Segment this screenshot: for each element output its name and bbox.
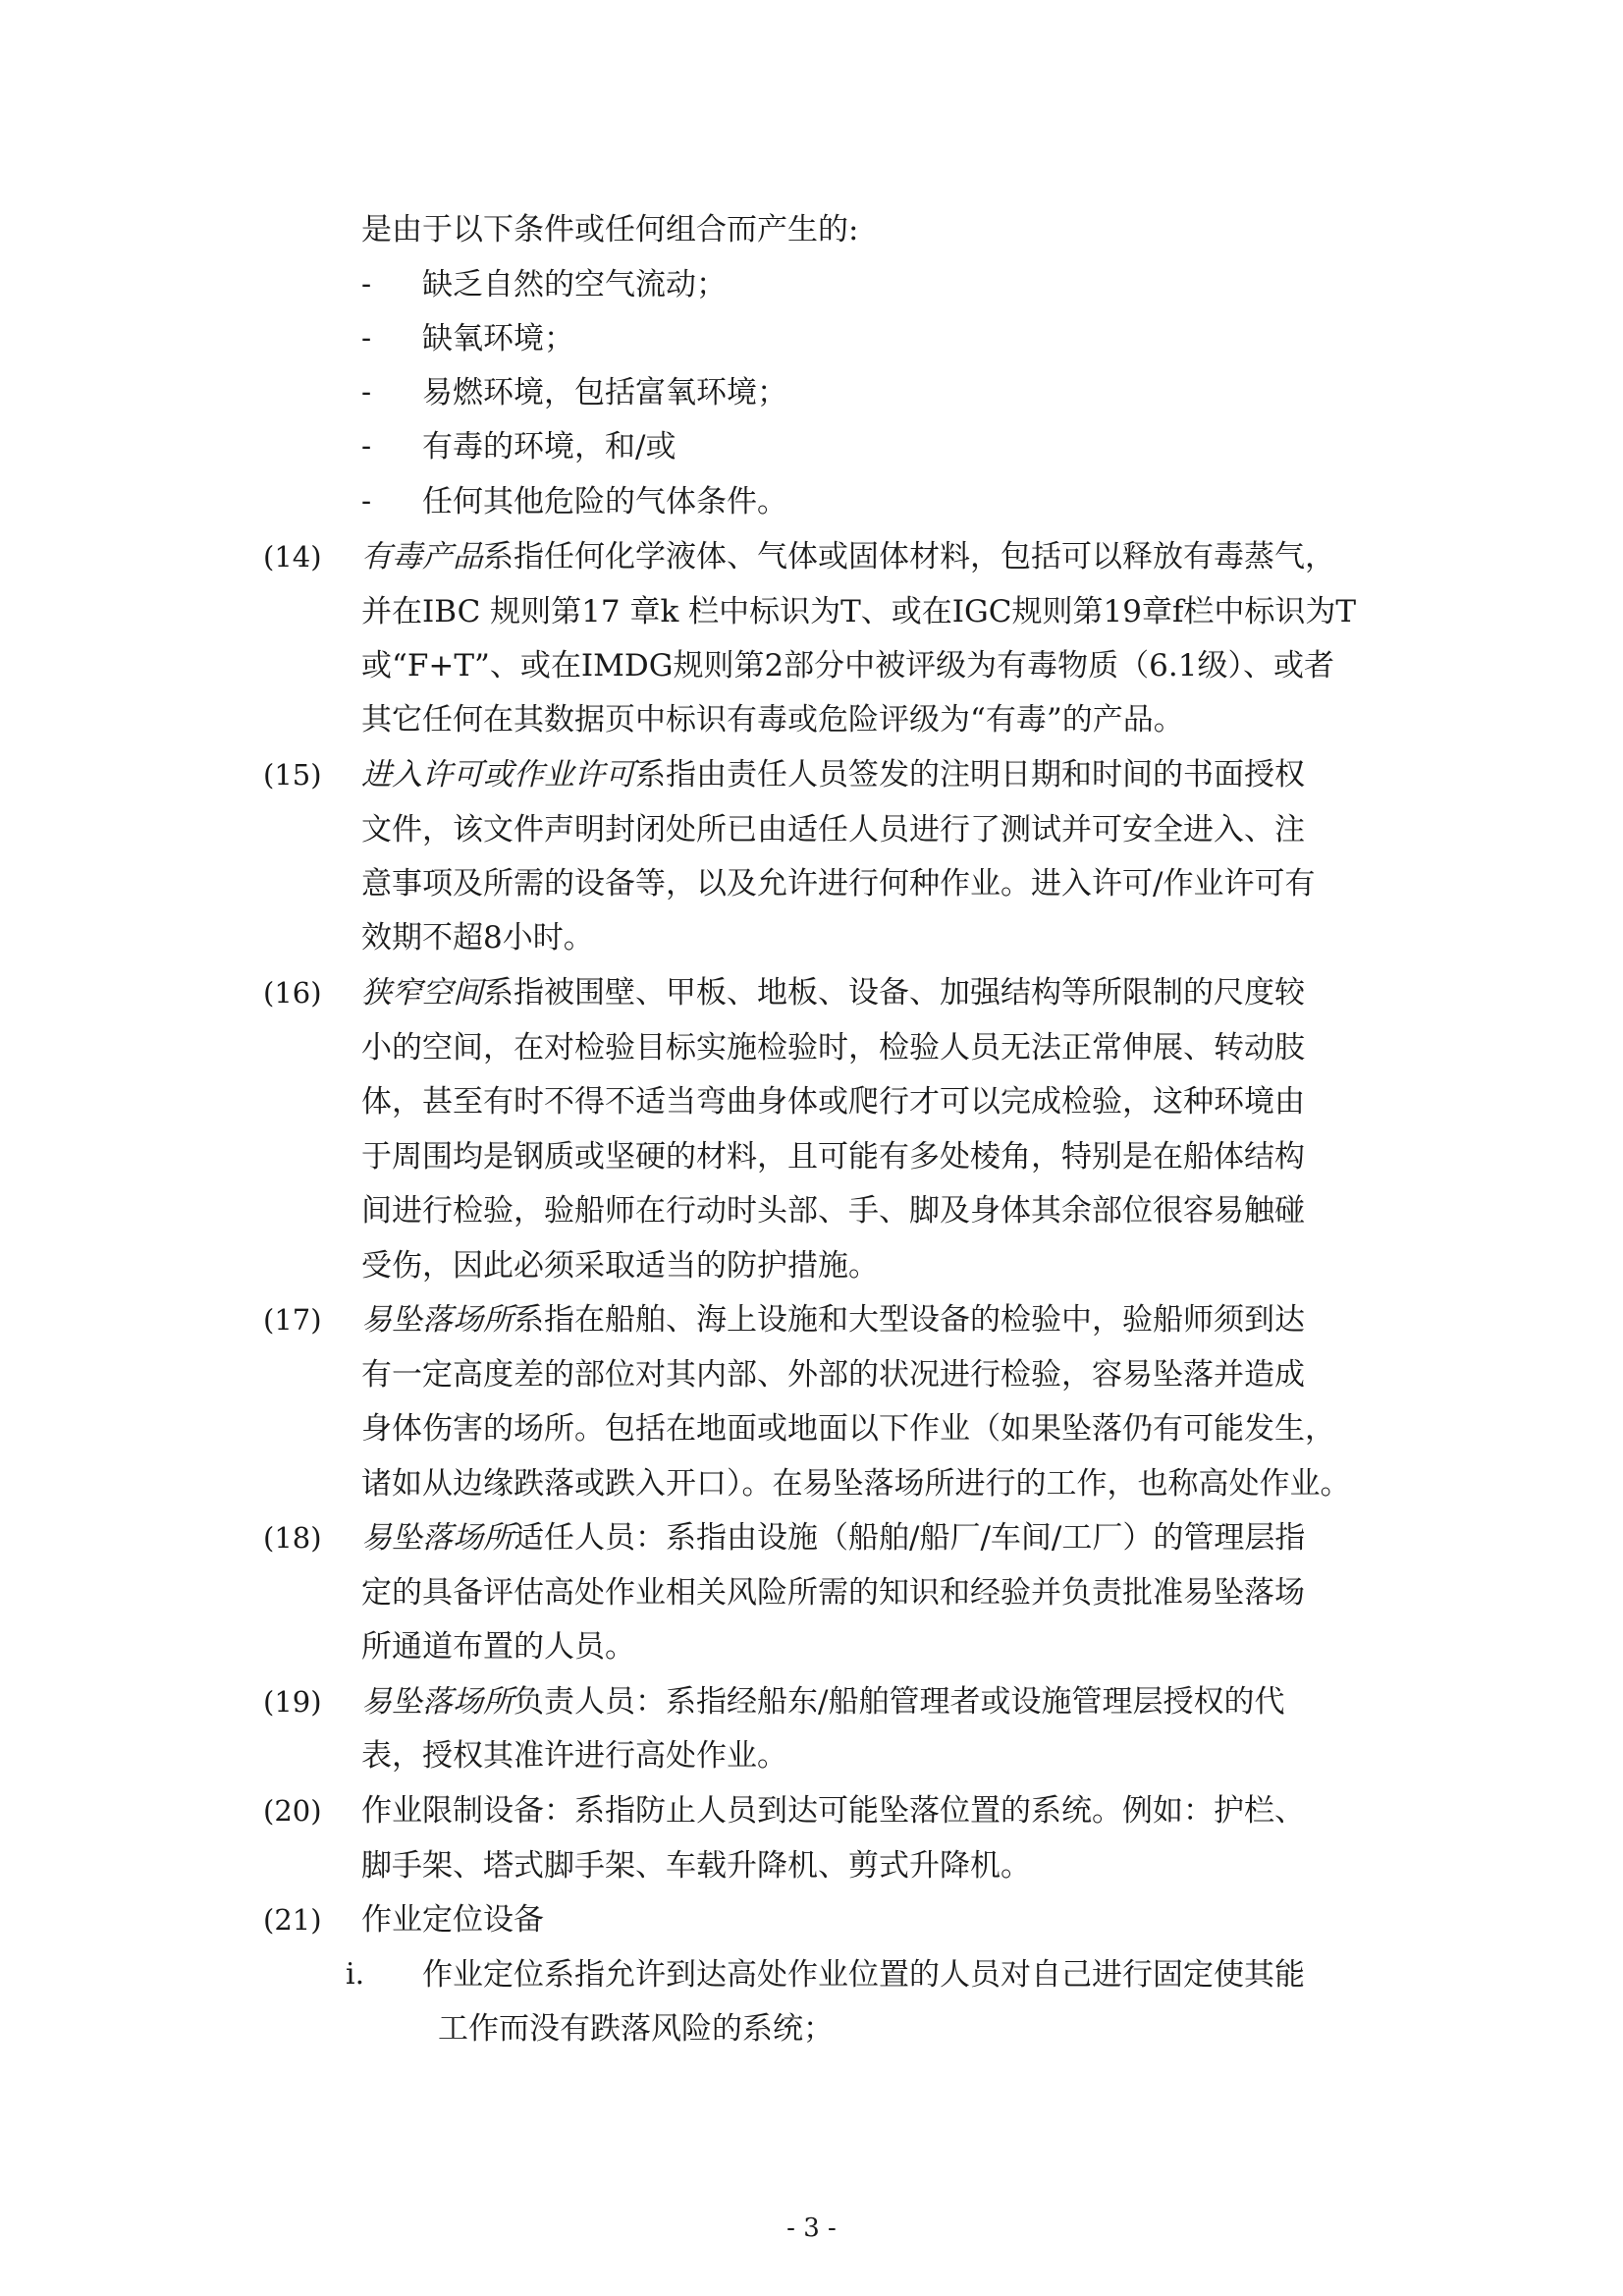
item-line: 作业限制设备：系指防止人员到达可能坠落位置的系统。例如：护栏、	[361, 1793, 1305, 1829]
item-line: 并在IBC 规则第17 章k 栏中标识为T、或在IGC规则第19章f栏中标识为T	[361, 594, 1357, 629]
item-line: 诸如从边缘跌落或跌入开口）。在易坠落场所进行的工作，也称高处作业。	[361, 1466, 1351, 1502]
item-line: 体，甚至有时不得不适当弯曲身体或爬行才可以完成检验，这种环境由	[361, 1084, 1305, 1120]
item-line	[361, 755, 1305, 794]
item-line: 身体伤害的场所。包括在地面或地面以下作业（如果坠落仍有可能发生，	[361, 1411, 1335, 1447]
item-term: 易坠落场所	[361, 1520, 514, 1556]
item-line: 意事项及所需的设备等，以及允许进行何种作业。进入许可/作业许可有	[361, 866, 1316, 902]
page-number: - 3 -	[786, 2214, 837, 2243]
bullet-text: 任何其他危险的气体条件。	[422, 484, 787, 519]
item-line: 其它任何在其数据页中标识有毒或危险评级为“有毒”的产品。	[361, 702, 1184, 738]
item-text: 系指被围壁、甲板、地板、设备、加强结构等所限制的尺度较	[483, 975, 1305, 1011]
dash-marker: -	[361, 267, 372, 301]
item-term: 易坠落场所	[361, 1302, 514, 1338]
item-number: (21)	[263, 1903, 322, 1937]
item-line	[361, 1300, 1305, 1339]
dash-marker: -	[361, 321, 372, 355]
item-line: 小的空间，在对检验目标实施检验时，检验人员无法正常伸展、转动肢	[361, 1030, 1305, 1066]
bullet-text: 有毒的环境，和/或	[422, 429, 676, 465]
item-number: (16)	[263, 976, 322, 1010]
item-term: 狭窄空间	[361, 975, 483, 1011]
item-number: (14)	[263, 540, 322, 574]
item-text: 负责人员：系指经船东/船舶管理者或设施管理层授权的代	[514, 1684, 1285, 1720]
bullet-text: 易燃环境，包括富氧环境；	[422, 375, 787, 410]
item-term: 易坠落场所	[361, 1684, 514, 1720]
item-line	[361, 1518, 1305, 1558]
dash-marker: -	[361, 375, 372, 410]
sub-item-line: 作业定位系指允许到达高处作业位置的人员对自己进行固定使其能	[422, 1957, 1305, 1993]
item-line: 有一定高度差的部位对其内部、外部的状况进行检验，容易坠落并造成	[361, 1357, 1305, 1393]
item-line: 作业定位设备	[361, 1902, 544, 1938]
item-number: (18)	[263, 1521, 322, 1555]
item-text: 系指任何化学液体、气体或固体材料，包括可以释放有毒蒸气，	[483, 539, 1335, 574]
item-line	[361, 973, 1305, 1012]
item-term: 进入许可或作业许可	[361, 757, 635, 793]
item-line: 脚手架、塔式脚手架、车载升降机、剪式升降机。	[361, 1848, 1031, 1884]
item-line: 于周围均是钢质或坚硬的材料，且可能有多处棱角，特别是在船体结构	[361, 1139, 1305, 1175]
item-line	[361, 1682, 1284, 1722]
item-text: 适任人员：系指由设施（船舶/船厂/车间/工厂）的管理层指	[514, 1520, 1306, 1556]
bullet-text: 缺乏自然的空气流动；	[422, 267, 727, 302]
item-number: (15)	[263, 758, 322, 792]
item-text: 系指由责任人员签发的注明日期和时间的书面授权	[635, 757, 1305, 793]
intro-line: 是由于以下条件或任何组合而产生的:	[361, 212, 859, 247]
item-line: 所通道布置的人员。	[361, 1629, 635, 1665]
item-number: (20)	[263, 1794, 322, 1828]
bullet-text: 缺氧环境；	[422, 321, 574, 356]
dash-marker: -	[361, 484, 372, 519]
sub-item-line: 工作而没有跌落风险的系统；	[438, 2011, 834, 2047]
item-line: 间进行检验，验船师在行动时头部、手、脚及身体其余部位很容易触碰	[361, 1193, 1305, 1229]
item-line: 效期不超8小时。	[361, 920, 594, 956]
item-line: 文件，该文件声明封闭处所已由适任人员进行了测试并可安全进入、注	[361, 812, 1305, 847]
dash-marker: -	[361, 429, 372, 464]
item-term: 有毒产品	[361, 539, 483, 574]
item-line: 或“F+T”、或在IMDG规则第2部分中被评级为有毒物质（6.1级）、或者	[361, 648, 1334, 683]
sub-item-marker: i.	[346, 1957, 365, 1992]
item-number: (19)	[263, 1685, 322, 1719]
item-line: 定的具备评估高处作业相关风险所需的知识和经验并负责批准易坠落场	[361, 1575, 1305, 1611]
item-number: (17)	[263, 1303, 322, 1337]
item-line: 表，授权其准许进行高处作业。	[361, 1738, 787, 1774]
item-line: 受伤，因此必须采取适当的防护措施。	[361, 1248, 879, 1284]
item-line	[361, 537, 1335, 576]
item-text: 系指在船舶、海上设施和大型设备的检验中，验船师须到达	[514, 1302, 1305, 1338]
